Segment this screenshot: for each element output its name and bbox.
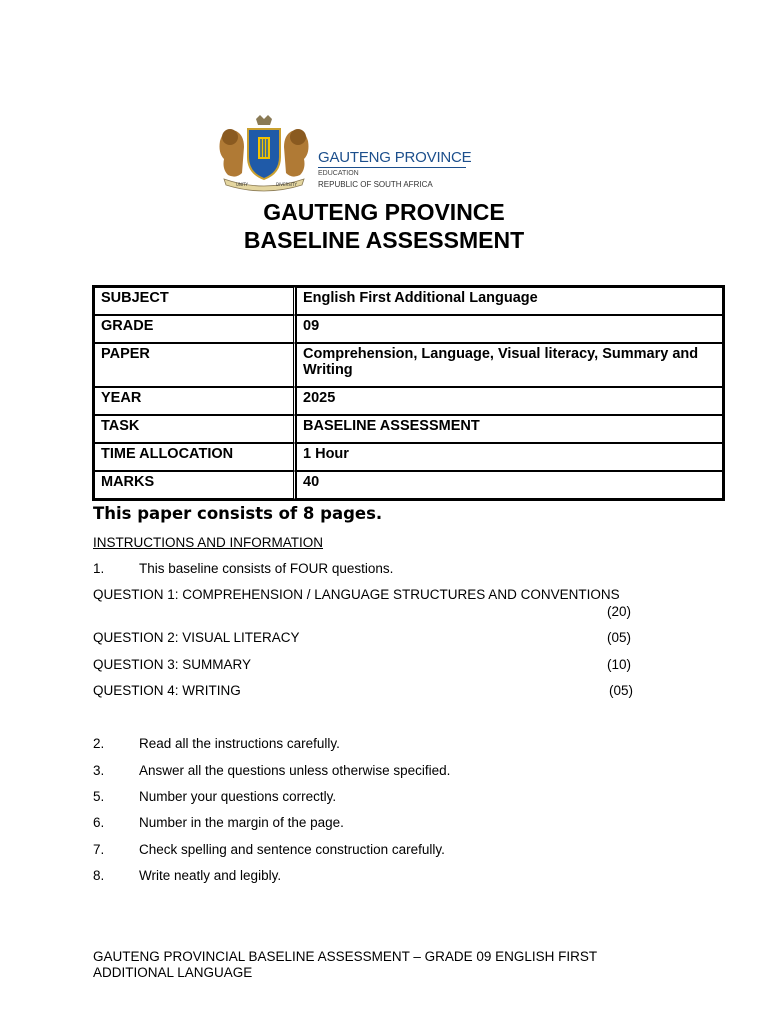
question-marks: (20) bbox=[607, 604, 632, 619]
table-row bbox=[94, 471, 723, 499]
table-key: TIME ALLOCATION bbox=[94, 443, 296, 471]
logo-divider bbox=[318, 167, 466, 168]
page-count-note: This paper consists of 8 pages. bbox=[93, 504, 383, 523]
question-label: QUESTION 3: SUMMARY bbox=[93, 657, 252, 672]
table-key: TASK bbox=[94, 415, 296, 443]
table-key: MARKS bbox=[94, 471, 296, 499]
logo-subtitle-education: EDUCATION bbox=[318, 170, 359, 177]
table-row bbox=[94, 443, 723, 471]
question-label: QUESTION 2: VISUAL LITERACY bbox=[93, 630, 300, 645]
instruction-number: 3. bbox=[93, 763, 105, 778]
instruction-number: 7. bbox=[93, 842, 105, 857]
page-title-line2: BASELINE ASSESSMENT bbox=[243, 227, 525, 253]
table-value: 40 bbox=[296, 471, 723, 499]
table-row bbox=[94, 315, 723, 343]
table-key: PAPER bbox=[94, 343, 296, 387]
table-row bbox=[94, 415, 723, 443]
question-label: QUESTION 1: COMPREHENSION / LANGUAGE STRUCTURES AND CONVENTIONS bbox=[93, 587, 620, 602]
table-value: English First Additional Language bbox=[296, 287, 723, 315]
table-value: 2025 bbox=[296, 387, 723, 415]
instruction-number: 2. bbox=[93, 736, 105, 751]
table-value: BASELINE ASSESSMENT bbox=[296, 415, 723, 443]
question-marks: (05) bbox=[607, 630, 632, 645]
gauteng-logo bbox=[214, 113, 474, 193]
assessment-info-table bbox=[92, 285, 725, 501]
table-row bbox=[94, 287, 723, 315]
coat-of-arms-icon bbox=[214, 113, 314, 193]
instruction-number: 5. bbox=[93, 789, 105, 804]
table-value: Comprehension, Language, Visual literacy, Summary and Writing bbox=[296, 343, 723, 387]
instruction-text: Read all the instructions carefully. bbox=[139, 736, 340, 751]
table-value: 09 bbox=[296, 315, 723, 343]
logo-title: GAUTENG PROVINCE bbox=[318, 149, 472, 166]
table-row bbox=[94, 387, 723, 415]
instructions-heading: INSTRUCTIONS AND INFORMATION bbox=[93, 535, 324, 550]
instruction-text: Write neatly and legibly. bbox=[139, 868, 282, 883]
question-label: QUESTION 4: WRITING bbox=[93, 683, 241, 698]
question-marks: (05) bbox=[609, 683, 634, 698]
table-value: 1 Hour bbox=[296, 443, 723, 471]
motto-left: UNITY bbox=[236, 182, 248, 187]
table-key: YEAR bbox=[94, 387, 296, 415]
instruction-text: Number your questions correctly. bbox=[139, 789, 337, 804]
table-row bbox=[94, 343, 723, 387]
instruction-text: Answer all the questions unless otherwise specified. bbox=[139, 763, 451, 778]
instruction-number: 1. bbox=[93, 561, 105, 576]
page-footer: GAUTENG PROVINCIAL BASELINE ASSESSMENT – GRADE 09 ENGLISH FIRST ADDITIONAL LANGUAGE bbox=[93, 949, 597, 980]
question-marks: (10) bbox=[607, 657, 632, 672]
instruction-number: 8. bbox=[93, 868, 105, 883]
instruction-text: This baseline consists of FOUR questions. bbox=[139, 561, 394, 576]
page-title-line1: GAUTENG PROVINCE bbox=[263, 199, 505, 225]
instruction-number: 6. bbox=[93, 815, 105, 830]
instruction-text: Check spelling and sentence construction carefully. bbox=[139, 842, 445, 857]
table-key: GRADE bbox=[94, 315, 296, 343]
logo-subtitle-country: REPUBLIC OF SOUTH AFRICA bbox=[318, 180, 433, 189]
motto-right: DIVERSITY bbox=[276, 182, 297, 187]
table-key: SUBJECT bbox=[94, 287, 296, 315]
instruction-text: Number in the margin of the page. bbox=[139, 815, 344, 830]
